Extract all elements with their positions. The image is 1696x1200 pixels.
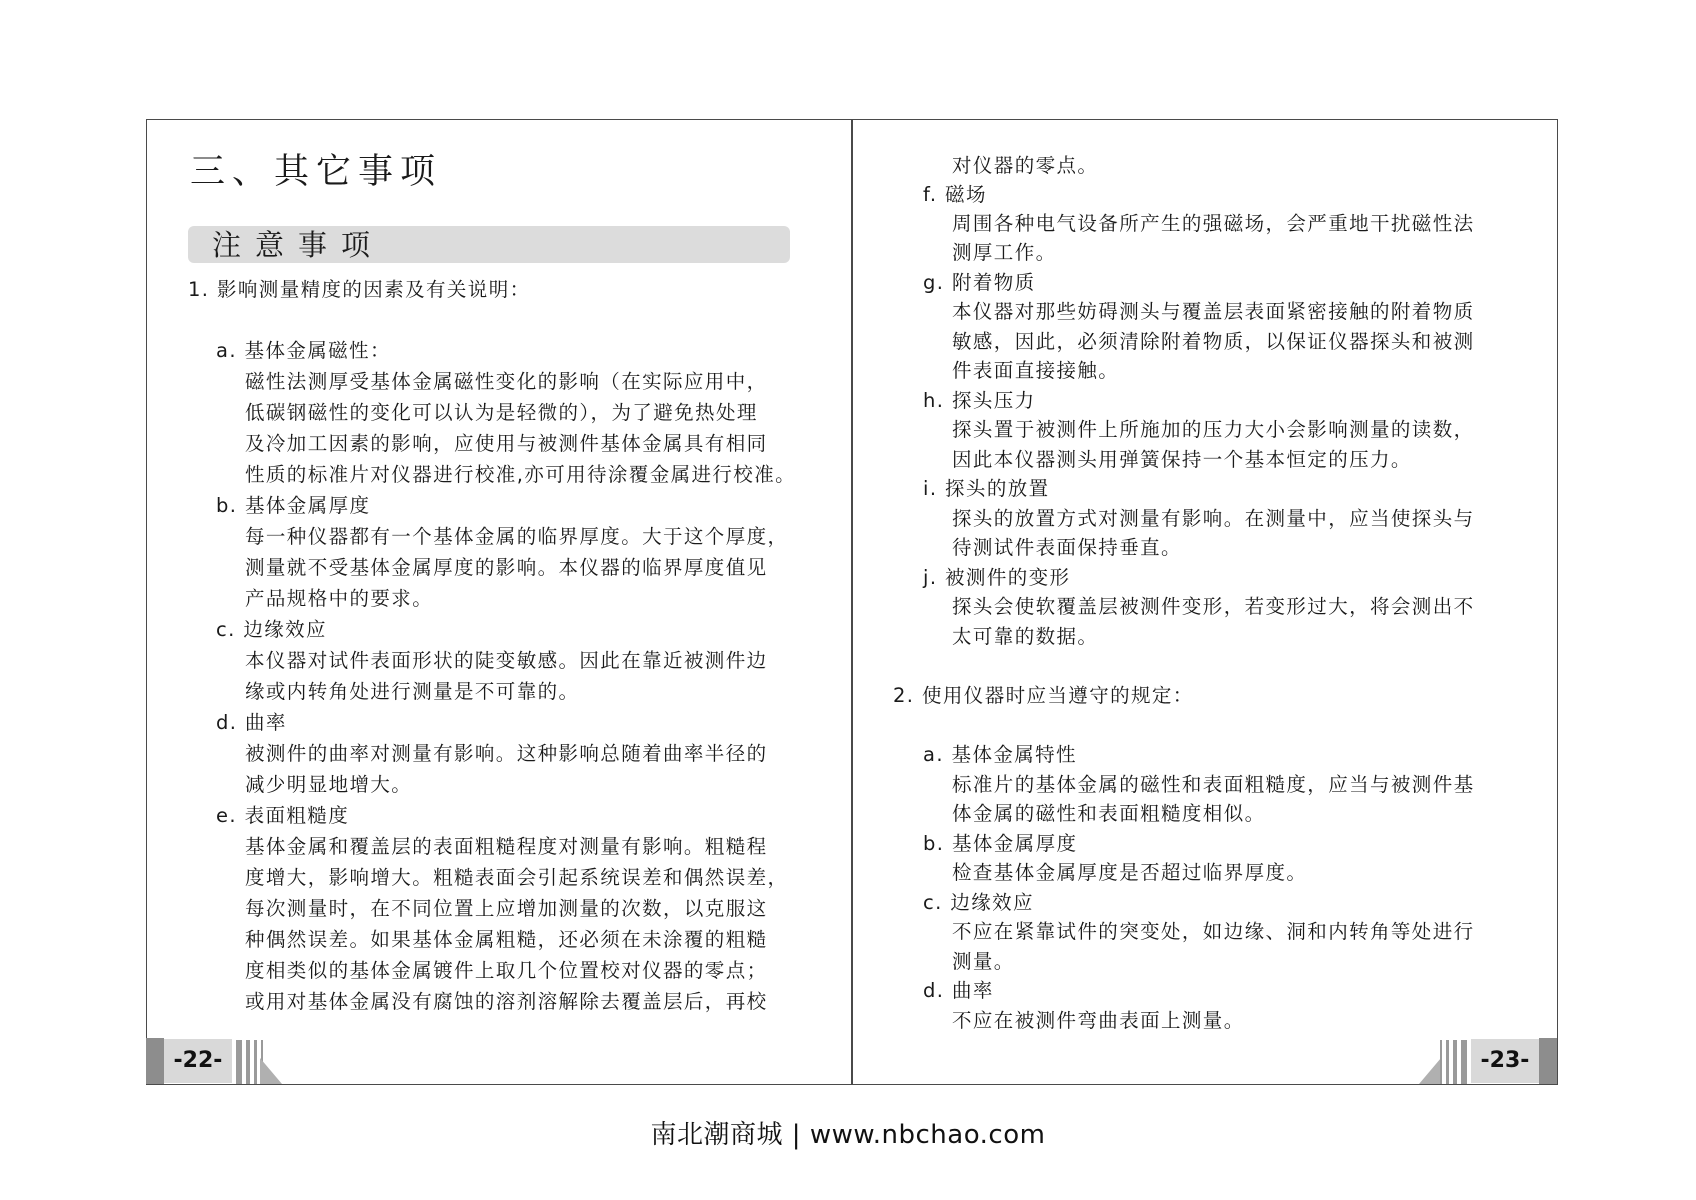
text-line: 产品规格中的要求。 <box>245 587 434 610</box>
text-line: 因此本仪器测头用弹簧保持一个基本恒定的压力。 <box>952 448 1412 471</box>
text-line: a. 基体金属磁性： <box>216 339 391 362</box>
text-line: d. 曲率 <box>216 711 287 734</box>
text-line: 每次测量时，在不同位置上应增加测量的次数，以克服这 <box>245 897 768 920</box>
text-line: 对仪器的零点。 <box>952 154 1099 177</box>
text-line: a. 基体金属特性 <box>923 743 1077 766</box>
text-line: 磁性法测厚受基体金属磁性变化的影响（在实际应用中， <box>245 370 768 393</box>
text-line: 探头会使软覆盖层被测件变形，若变形过大，将会测出不 <box>952 595 1475 618</box>
text-line: 周围各种电气设备所产生的强磁场，会严重地干扰磁性法 <box>952 212 1475 235</box>
text-line: b. 基体金属厚度 <box>923 832 1078 855</box>
text-line: 待测试件表面保持垂直。 <box>952 536 1182 559</box>
text-line: d. 曲率 <box>923 979 994 1002</box>
text-line: 度增大，影响增大。粗糙表面会引起系统误差和偶然误差， <box>245 866 789 889</box>
page-tab-edge <box>146 1038 164 1084</box>
text-line: 太可靠的数据。 <box>952 625 1099 648</box>
text-line: 体金属的磁性和表面粗糙度相似。 <box>952 802 1266 825</box>
chapter-heading: 三、其它事项 <box>190 152 443 192</box>
text-line: 本仪器对试件表面形状的陡变敏感。因此在靠近被测件边 <box>245 649 768 672</box>
text-line: 缘或内转角处进行测量是不可靠的。 <box>245 680 580 703</box>
text-line: 件表面直接接触。 <box>952 359 1120 382</box>
text-line: 本仪器对那些妨碍测头与覆盖层表面紧密接触的附着物质 <box>952 300 1475 323</box>
text-line: 不应在被测件弯曲表面上测量。 <box>952 1009 1245 1032</box>
text-line: 不应在紧靠试件的突变处，如边缘、洞和内转角等处进行 <box>952 920 1475 943</box>
text-line: 探头置于被测件上所施加的压力大小会影响测量的读数， <box>952 418 1475 441</box>
page-divider <box>851 119 853 1085</box>
text-line: g. 附着物质 <box>923 271 1036 294</box>
text-line: c. 边缘效应 <box>923 891 1034 914</box>
decor-stripe <box>254 1040 257 1084</box>
text-line: 基体金属和覆盖层的表面粗糙程度对测量有影响。粗糙程 <box>245 835 768 858</box>
decor-triangle <box>260 1058 282 1084</box>
text-line: 每一种仪器都有一个基体金属的临界厚度。大于这个厚度， <box>245 525 789 548</box>
text-line: 敏感，因此，必须清除附着物质，以保证仪器探头和被测 <box>952 330 1475 353</box>
decor-stripe <box>1453 1040 1457 1084</box>
text-line: 减少明显地增大。 <box>245 773 413 796</box>
text-line: 低碳钢磁性的变化可以认为是轻微的），为了避免热处理 <box>245 401 758 424</box>
page-number: -23- <box>1471 1039 1539 1083</box>
text-line: 测量。 <box>952 950 1015 973</box>
text-line: 测厚工作。 <box>952 241 1057 264</box>
text-line: j. 被测件的变形 <box>923 566 1071 589</box>
page-tab-edge <box>1539 1038 1557 1084</box>
text-line: 检查基体金属厚度是否超过临界厚度。 <box>952 861 1308 884</box>
text-line: 测量就不受基体金属厚度的影响。本仪器的临界厚度值见 <box>245 556 768 579</box>
section-title: 注意事项 <box>212 228 385 262</box>
footer-source: 南北潮商城 | www.nbchao.com <box>650 1120 1046 1150</box>
text-line: 2. 使用仪器时应当遵守的规定： <box>893 684 1194 707</box>
page-number: -22- <box>164 1039 232 1083</box>
text-line: 1. 影响测量精度的因素及有关说明： <box>188 278 531 301</box>
decor-stripe <box>1446 1040 1449 1084</box>
text-line: f. 磁场 <box>923 183 987 206</box>
text-line: b. 基体金属厚度 <box>216 494 371 517</box>
decor-stripe <box>1461 1040 1467 1084</box>
text-line: c. 边缘效应 <box>216 618 327 641</box>
text-line: 被测件的曲率对测量有影响。这种影响总随着曲率半径的 <box>245 742 768 765</box>
text-line: 种偶然误差。如果基体金属粗糙，还必须在未涂覆的粗糙 <box>245 928 768 951</box>
text-line: 探头的放置方式对测量有影响。在测量中，应当使探头与 <box>952 507 1475 530</box>
text-line: h. 探头压力 <box>923 389 1036 412</box>
text-line: i. 探头的放置 <box>923 477 1050 500</box>
decor-stripe <box>236 1040 242 1084</box>
text-line: 或用对基体金属没有腐蚀的溶剂溶解除去覆盖层后，再校 <box>245 990 768 1013</box>
text-line: 及冷加工因素的影响，应使用与被测件基体金属具有相同 <box>245 432 768 455</box>
text-line: 度相类似的基体金属镀件上取几个位置校对仪器的零点； <box>245 959 768 982</box>
decor-stripe <box>246 1040 250 1084</box>
decor-stripe <box>1440 1040 1442 1084</box>
text-line: 性质的标准片对仪器进行校准,亦可用待涂覆金属进行校准。 <box>245 463 796 486</box>
text-line: 标准片的基体金属的磁性和表面粗糙度，应当与被测件基 <box>952 773 1475 796</box>
text-line: e. 表面粗糙度 <box>216 804 350 827</box>
decor-triangle <box>1419 1058 1441 1084</box>
